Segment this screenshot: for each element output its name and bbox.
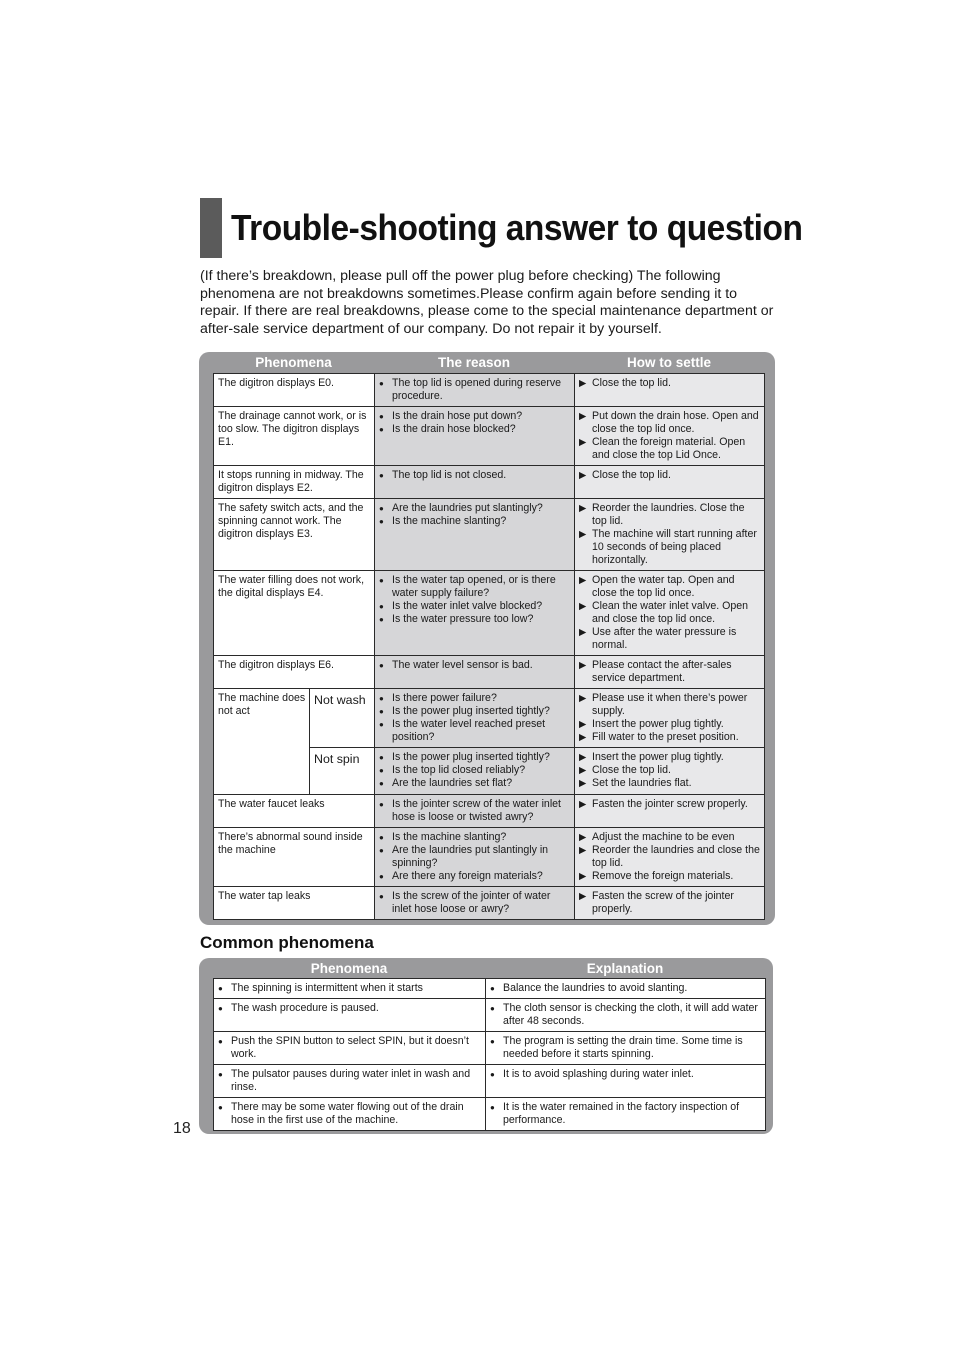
table-row	[214, 999, 766, 1032]
explanation-text: ● It is the water remained in the factory inspection of performance.	[490, 1101, 762, 1127]
settle-list	[579, 469, 761, 482]
settle-list	[579, 377, 761, 390]
reason-list	[379, 659, 571, 672]
common-phenomena-title: Common phenomena	[200, 933, 374, 952]
reason-cell	[375, 689, 575, 748]
reason-list-item: ● Is there power failure?	[379, 692, 571, 705]
settle-list-item: ▶ Fasten the jointer screw properly.	[579, 798, 761, 811]
phenomena-list	[218, 1035, 482, 1061]
reason-list-item: ● Is the jointer screw of the water inlet hose is loose or twisted awry?	[379, 798, 571, 824]
page-title: Trouble-shooting answer to question	[231, 207, 803, 248]
reason-list-item: ● Is the machine slanting?	[379, 831, 571, 844]
settle-list-item: ▶ Remove the foreign materials.	[579, 870, 761, 883]
reason-list-item: ● Is the power plug inserted tightly?	[379, 705, 571, 718]
table-row	[214, 795, 765, 828]
settle-list-item: ▶ Use after the water pressure is normal.	[579, 626, 761, 652]
phenomena-cell: The water tap leaks	[214, 887, 375, 920]
reason-list-item: ● Is the water inlet valve blocked?	[379, 600, 571, 613]
col-header-common-phenomena: Phenomena	[310, 961, 388, 976]
phenomena-cell	[214, 1098, 486, 1131]
explanation-text: ● The program is setting the drain time. Some time is needed before it starts spinning.	[490, 1035, 762, 1061]
explanation-cell	[486, 1032, 766, 1065]
reason-list	[379, 502, 571, 528]
settle-list-item: ▶ Set the laundries flat.	[579, 777, 761, 790]
reason-cell	[375, 748, 575, 795]
reason-list-item: ● Are the laundries set flat?	[379, 777, 571, 790]
reason-list	[379, 574, 571, 626]
explanation-list	[490, 1002, 762, 1028]
settle-list-item: ▶ Close the top lid.	[579, 469, 761, 482]
phenomena-text: ● The spinning is intermittent when it starts	[218, 982, 482, 995]
reason-list-item: ● The water level sensor is bad.	[379, 659, 571, 672]
reason-list	[379, 890, 571, 916]
settle-list-item: ▶ Fasten the screw of the jointer properly.	[579, 890, 761, 916]
settle-list-item: ▶ Reorder the laundries. Close the top lid.	[579, 502, 761, 528]
phenomena-list	[218, 982, 482, 995]
settle-cell	[575, 828, 765, 887]
reason-cell	[375, 466, 575, 499]
explanation-text: ● The cloth sensor is checking the cloth, it will add water after 48 seconds.	[490, 1002, 762, 1028]
settle-list-item: ▶ Clean the water inlet valve. Open and close the top lid once.	[579, 600, 761, 626]
settle-list	[579, 410, 761, 462]
settle-list-item: ▶ Please contact the after-sales service department.	[579, 659, 761, 685]
reason-cell	[375, 571, 575, 656]
reason-list-item: ● Is the water pressure too low?	[379, 613, 571, 626]
reason-list-item: ● Are there any foreign materials?	[379, 870, 571, 883]
settle-cell	[575, 689, 765, 748]
reason-list	[379, 469, 571, 482]
settle-cell	[575, 407, 765, 466]
phenomena-text: ● Push the SPIN button to select SPIN, but it doesn’t work.	[218, 1035, 482, 1061]
settle-list-item: ▶ Please use it when there’s power supply.	[579, 692, 761, 718]
settle-list	[579, 692, 761, 744]
common-phenomena-panel	[199, 958, 773, 1134]
col-header-phenomena: Phenomena	[255, 355, 332, 370]
settle-cell	[575, 748, 765, 795]
reason-list-item: ● Is the power plug inserted tightly?	[379, 751, 571, 764]
reason-list-item: ● Is the drain hose put down?	[379, 410, 571, 423]
table-row	[214, 1065, 766, 1098]
reason-list	[379, 831, 571, 883]
reason-list-item: ● Is the screw of the jointer of water inlet hose loose or awry?	[379, 890, 571, 916]
settle-list-item: ▶ Close the top lid.	[579, 377, 761, 390]
explanation-cell	[486, 1065, 766, 1098]
reason-cell	[375, 374, 575, 407]
reason-cell	[375, 828, 575, 887]
sub-phenomena-cell: Not spin	[310, 748, 375, 795]
settle-cell	[575, 374, 765, 407]
phenomena-cell: The drainage cannot work, or is too slow. The digitron displays E1.	[214, 407, 375, 466]
page-number: 18	[173, 1120, 191, 1137]
settle-cell	[575, 571, 765, 656]
col-header-explanation: Explanation	[586, 961, 664, 976]
troubleshooting-panel	[199, 352, 775, 925]
page-heading	[200, 198, 846, 258]
phenomena-cell	[214, 979, 486, 999]
settle-list-item: ▶ Reorder the laundries and close the top lid.	[579, 844, 761, 870]
explanation-list	[490, 1101, 762, 1127]
reason-list-item: ● The top lid is not closed.	[379, 469, 571, 482]
explanation-list	[490, 1035, 762, 1061]
troubleshooting-table	[213, 373, 765, 920]
settle-list-item: ▶ Put down the drain hose. Open and close the top lid once.	[579, 410, 761, 436]
table-row	[214, 979, 766, 999]
settle-list-item: ▶ Fill water to the preset position.	[579, 731, 761, 744]
reason-cell	[375, 656, 575, 689]
reason-list-item: ● The top lid is opened during reserve procedure.	[379, 377, 571, 403]
reason-cell	[375, 499, 575, 571]
table-row	[214, 374, 765, 407]
settle-cell	[575, 656, 765, 689]
phenomena-cell	[214, 999, 486, 1032]
phenomena-cell: The water faucet leaks	[214, 795, 375, 828]
reason-list	[379, 377, 571, 403]
explanation-text: ● Balance the laundries to avoid slanting.	[490, 982, 762, 995]
reason-list-item: ● Is the water level reached preset position?	[379, 718, 571, 744]
explanation-cell	[486, 999, 766, 1032]
table-row	[214, 887, 765, 920]
phenomena-cell	[214, 1065, 486, 1098]
table-row	[214, 407, 765, 466]
explanation-list	[490, 982, 762, 995]
reason-list	[379, 751, 571, 790]
table-row	[214, 689, 765, 748]
settle-list	[579, 574, 761, 652]
settle-list	[579, 751, 761, 790]
explanation-list	[490, 1068, 762, 1081]
col-header-reason: The reason	[437, 355, 511, 370]
phenomena-list	[218, 1101, 482, 1127]
table-row	[214, 499, 765, 571]
phenomena-cell: The water filling does not work, the digital displays E4.	[214, 571, 375, 656]
settle-list	[579, 659, 761, 685]
table-row	[214, 571, 765, 656]
settle-list	[579, 831, 761, 883]
reason-list-item: ● Is the water tap opened, or is there water supply failure?	[379, 574, 571, 600]
phenomena-text: ● The wash procedure is paused.	[218, 1002, 482, 1015]
reason-list-item: ● Is the drain hose blocked?	[379, 423, 571, 436]
settle-list-item: ▶ Insert the power plug tightly.	[579, 751, 761, 764]
reason-list-item: ● Is the top lid closed reliably?	[379, 764, 571, 777]
reason-list-item: ● Are the laundries put slantingly?	[379, 502, 571, 515]
phenomena-cell: The safety switch acts, and the spinning cannot work. The digitron displays E3.	[214, 499, 375, 571]
settle-cell	[575, 466, 765, 499]
table-row	[214, 466, 765, 499]
settle-list-item: ▶ Adjust the machine to be even	[579, 831, 761, 844]
phenomena-cell: The digitron displays E6.	[214, 656, 375, 689]
phenomena-text: ● There may be some water flowing out of the drain hose in the first use of the machine.	[218, 1101, 482, 1127]
phenomena-cell: The machine does not act	[214, 689, 310, 795]
table-row	[214, 828, 765, 887]
reason-list-item: ● Are the laundries put slantingly in spinning?	[379, 844, 571, 870]
settle-cell	[575, 795, 765, 828]
settle-list	[579, 502, 761, 567]
title-accent-bar	[200, 198, 222, 258]
common-phenomena-table	[213, 978, 766, 1131]
reason-list	[379, 410, 571, 436]
table-row	[214, 1098, 766, 1131]
intro-paragraph: (If there’s breakdown, please pull off the power plug before checking) The following phenomena are not breakdowns sometimes.Please confirm again before sending it to repair. If there are real breakdowns, please come to the special maintenance department or after-sale service department of our company. Do not repair it by yourself.	[200, 268, 774, 337]
settle-cell	[575, 499, 765, 571]
settle-list	[579, 890, 761, 916]
phenomena-cell: There’s abnormal sound inside the machine	[214, 828, 375, 887]
phenomena-cell: The digitron displays E0.	[214, 374, 375, 407]
phenomena-list	[218, 1002, 482, 1015]
explanation-cell	[486, 1098, 766, 1131]
reason-list-item: ● Is the machine slanting?	[379, 515, 571, 528]
settle-list-item: ▶ Clean the foreign material. Open and close the top Lid Once.	[579, 436, 761, 462]
phenomena-list	[218, 1068, 482, 1094]
phenomena-text: ● The pulsator pauses during water inlet in wash and rinse.	[218, 1068, 482, 1094]
settle-list-item: ▶ Open the water tap. Open and close the top lid once.	[579, 574, 761, 600]
reason-cell	[375, 795, 575, 828]
settle-list-item: ▶ Close the top lid.	[579, 764, 761, 777]
settle-list	[579, 798, 761, 811]
reason-cell	[375, 887, 575, 920]
settle-cell	[575, 887, 765, 920]
reason-list	[379, 798, 571, 824]
reason-list	[379, 692, 571, 744]
sub-phenomena-cell: Not wash	[310, 689, 375, 748]
col-header-settle: How to settle	[626, 355, 711, 370]
settle-list-item: ▶ Insert the power plug tightly.	[579, 718, 761, 731]
reason-cell	[375, 407, 575, 466]
table-row	[214, 656, 765, 689]
phenomena-cell	[214, 1032, 486, 1065]
explanation-cell	[486, 979, 766, 999]
explanation-text: ● It is to avoid splashing during water inlet.	[490, 1068, 762, 1081]
phenomena-cell: It stops running in midway. The digitron displays E2.	[214, 466, 375, 499]
settle-list-item: ▶ The machine will start running after 10 seconds of being placed horizontally.	[579, 528, 761, 567]
table-row	[214, 1032, 766, 1065]
